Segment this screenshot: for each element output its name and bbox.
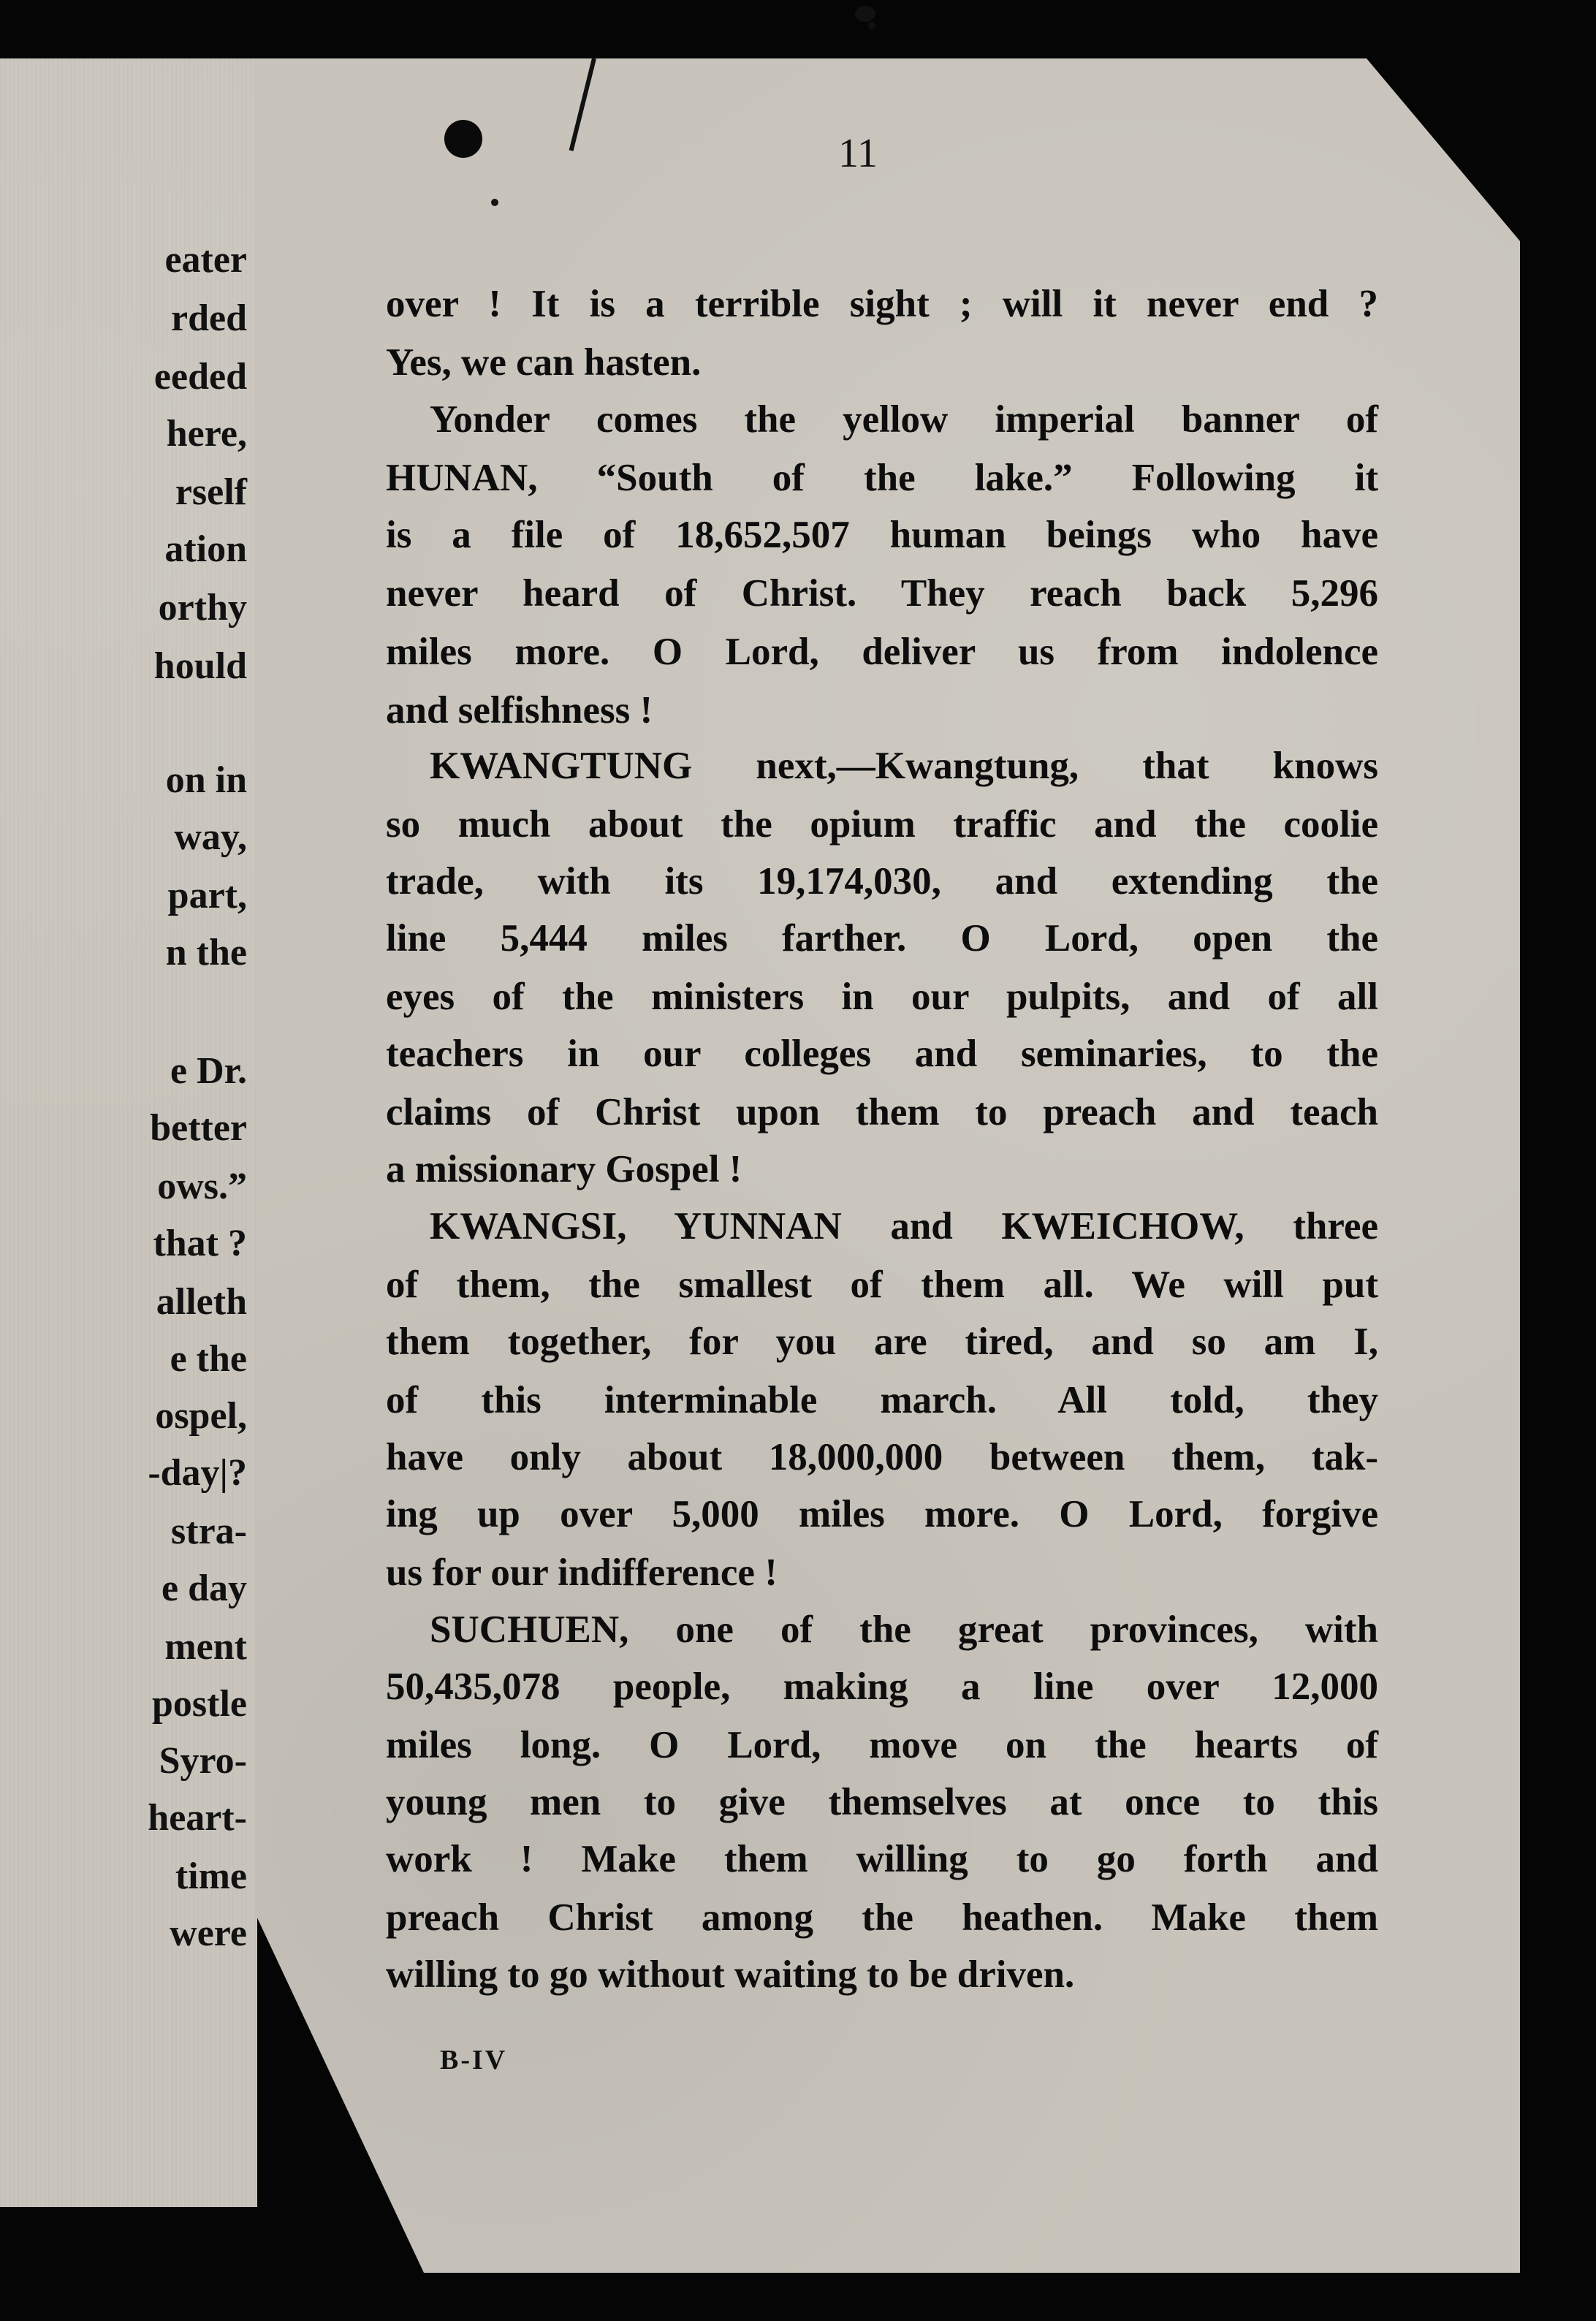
left-page-line: rself	[175, 471, 247, 513]
body-text-line: have only about 18,000,000 between them, tak-	[386, 1436, 1378, 1478]
body-text-line: claims of Christ upon them to preach and teach	[386, 1091, 1378, 1133]
ink-speck	[491, 199, 498, 206]
body-text-line: so much about the opium traffic and the coolie	[386, 803, 1378, 846]
body-text-line: ing up over 5,000 miles more. O Lord, forgive	[386, 1493, 1378, 1535]
ink-speck	[868, 22, 875, 29]
body-text-line: 50,435,078 people, making a line over 12,000	[386, 1665, 1378, 1708]
left-page-line: e Dr.	[170, 1050, 247, 1092]
left-page-line: on in	[165, 759, 247, 801]
adjacent-left-page	[0, 58, 257, 2207]
page-number: 11	[838, 131, 878, 176]
left-page-line: better	[150, 1107, 247, 1149]
signature-mark: B-IV	[440, 2045, 508, 2075]
body-text-line: is a file of 18,652,507 human beings who have	[386, 514, 1378, 556]
body-text-line: miles long. O Lord, move on the hearts of	[386, 1724, 1378, 1766]
left-page-line: ation	[164, 528, 247, 570]
left-page-line: part,	[167, 875, 247, 916]
left-page-line: postle	[152, 1683, 247, 1725]
body-text-line: HUNAN, “South of the lake.” Following it	[386, 457, 1378, 499]
body-text-line: teachers in our colleges and seminaries, to the	[386, 1033, 1378, 1075]
left-page-line: ospel,	[155, 1395, 247, 1437]
body-text-line: preach Christ among the heathen. Make them	[386, 1896, 1378, 1939]
left-page-line: alleth	[156, 1281, 247, 1323]
left-page-line: here,	[166, 413, 247, 455]
body-text-line: Yonder comes the yellow imperial banner of	[430, 398, 1378, 441]
left-page-line: -day|?	[148, 1452, 247, 1494]
body-text-line: and selfishness !	[386, 689, 653, 732]
body-text-line: SUCHUEN, one of the great provinces, with	[430, 1608, 1378, 1651]
body-text-line: work ! Make them willing to go forth and	[386, 1838, 1378, 1880]
left-page-line: eater	[164, 239, 247, 281]
left-page-line: time	[175, 1855, 247, 1897]
left-page-line: Syro-	[159, 1740, 247, 1782]
left-page-line: way,	[174, 816, 247, 858]
left-page-line: eeded	[153, 356, 247, 398]
body-text-line: willing to go without waiting to be driven.	[386, 1953, 1075, 1996]
left-page-line: that ?	[153, 1223, 247, 1264]
body-text-line: line 5,444 miles farther. O Lord, open the	[386, 917, 1378, 960]
body-text-line: Yes, we can hasten.	[386, 341, 702, 384]
body-text-line: KWANGSI, YUNNAN and KWEICHOW, three	[430, 1205, 1378, 1247]
left-page-line: heart-	[148, 1797, 247, 1839]
left-page-line: ows.”	[157, 1166, 247, 1207]
body-text-line: trade, with its 19,174,030, and extending the	[386, 860, 1378, 903]
body-text-line: KWANGTUNG next,—Kwangtung, that knows	[430, 745, 1378, 787]
body-text-line: of this interminable march. All told, they	[386, 1379, 1378, 1421]
left-page-line: ment	[164, 1626, 247, 1668]
body-text-line: a missionary Gospel !	[386, 1148, 742, 1190]
left-page-line: n the	[165, 932, 247, 973]
ink-speck	[855, 6, 875, 22]
page-hole-mark	[444, 120, 482, 158]
body-text-line: young men to give themselves at once to this	[386, 1781, 1378, 1823]
left-page-line: hould	[153, 645, 247, 687]
body-text-line: of them, the smallest of them all. We will put	[386, 1264, 1378, 1306]
left-page-line: were	[170, 1912, 247, 1954]
body-text-line: eyes of the ministers in our pulpits, and of all	[386, 976, 1378, 1018]
left-page-line: stra-	[171, 1511, 247, 1552]
left-page-line: e the	[170, 1338, 247, 1380]
body-text-line: never heard of Christ. They reach back 5,296	[386, 572, 1378, 615]
body-text-line: us for our indifference !	[386, 1551, 778, 1594]
body-text-line: over ! It is a terrible sight ; will it never end ?	[386, 283, 1378, 325]
body-text-line: miles more. O Lord, deliver us from indolence	[386, 631, 1378, 673]
left-page-line: e day	[162, 1568, 247, 1609]
left-page-line: orthy	[158, 587, 247, 628]
body-text-line: them together, for you are tired, and so am I,	[386, 1321, 1378, 1363]
left-page-line: rded	[171, 297, 247, 339]
